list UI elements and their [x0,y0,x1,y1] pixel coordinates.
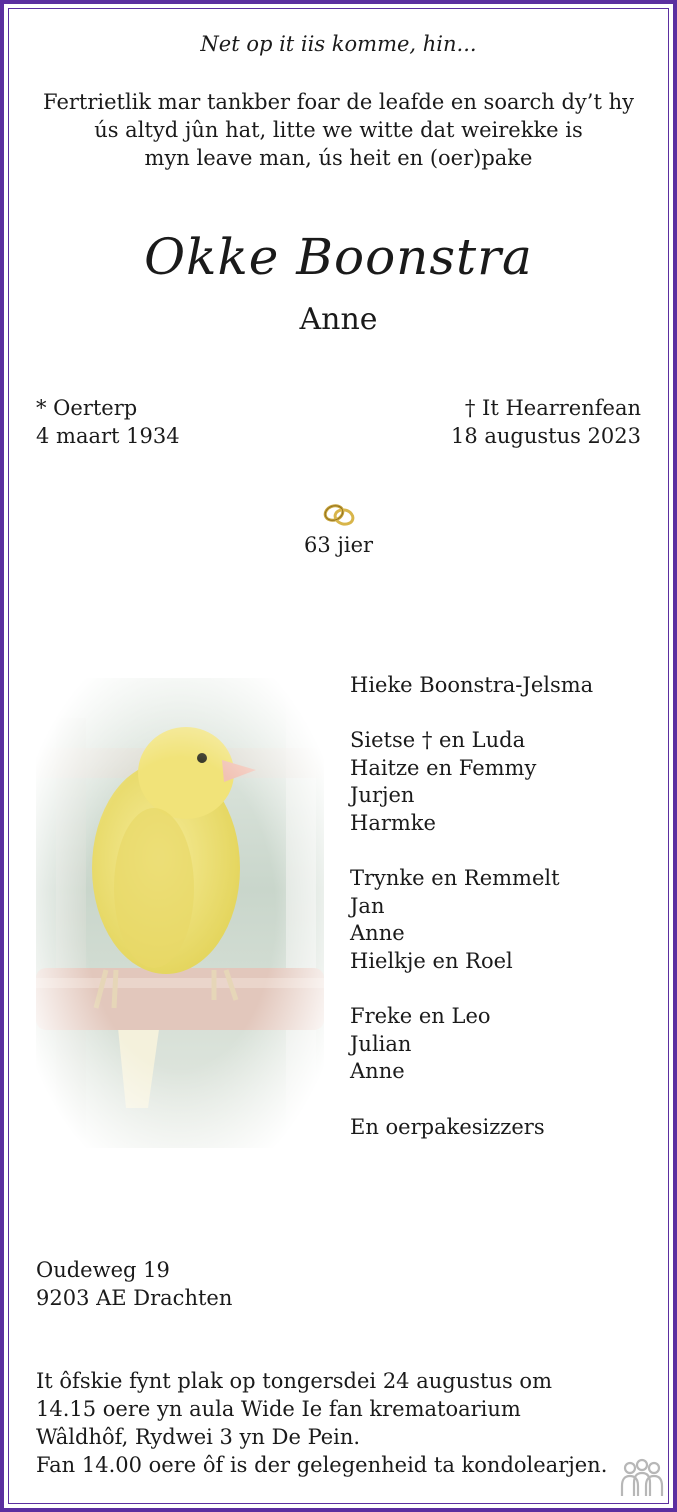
birth-info [36,394,180,450]
family-member: En oerpakesizzers [350,1114,545,1139]
marriage-years: 63 jier [303,533,374,557]
family-member: Trynke en Remmelt [350,866,560,891]
death-date: 18 augustus 2023 [450,424,641,448]
motto: Net op it iis komme, hin... [200,32,477,56]
family-member: Jurjen [350,783,415,808]
service-line: Wâldhôf, Rydwei 3 yn De Pein. [36,1425,361,1449]
service-line: It ôfskie fynt plak op tongersdei 24 augustus om [36,1369,552,1393]
service-info [36,1367,636,1479]
family-member: Hielkje en Roel [350,948,513,973]
service-line: Fan 14.00 oere ôf is der gelegenheid ta kondolearjen. [36,1453,608,1477]
family-member [350,700,593,728]
wedding-rings-icon [322,502,356,528]
family-member [350,976,593,1004]
birth-date: 4 maart 1934 [36,424,180,448]
family-member: Anne [350,921,405,946]
family-member [350,838,593,866]
service-line: 14.15 oere yn aula Wide Ie fan krematoarium [36,1397,521,1421]
birth-place: * Oerterp [36,396,138,420]
death-place: † It Hearrenfean [464,396,641,420]
address [36,1256,232,1312]
intro-line: Fertrietlik mar tankber foar de leafde en soarch dy’t hy [43,90,634,114]
death-info [451,394,641,450]
family-member: Haitze en Femmy [350,755,537,780]
family-list [350,672,593,1141]
deceased-name: Okke Boonstra [144,228,533,286]
family-member: Jan [350,893,385,918]
address-street: Oudeweg 19 [36,1258,170,1282]
canary-photo [36,678,324,1148]
family-member: Anne [350,1059,405,1084]
family-member [350,1086,593,1114]
people-group-icon [618,1458,666,1498]
family-member: Harmke [350,810,436,835]
deceased-callname: Anne [299,302,378,337]
intro-line: ús altyd jûn hat, litte we witte dat weirekke is [94,118,583,142]
family-member: Sietse † en Luda [350,728,526,753]
intro-text [0,88,677,172]
address-city: 9203 AE Drachten [36,1286,233,1310]
intro-line: myn leave man, ús heit en (oer)pake [144,146,533,170]
family-member: Freke en Leo [350,1004,491,1029]
family-member: Julian [350,1031,412,1056]
family-member: Hieke Boonstra-Jelsma [350,673,594,697]
